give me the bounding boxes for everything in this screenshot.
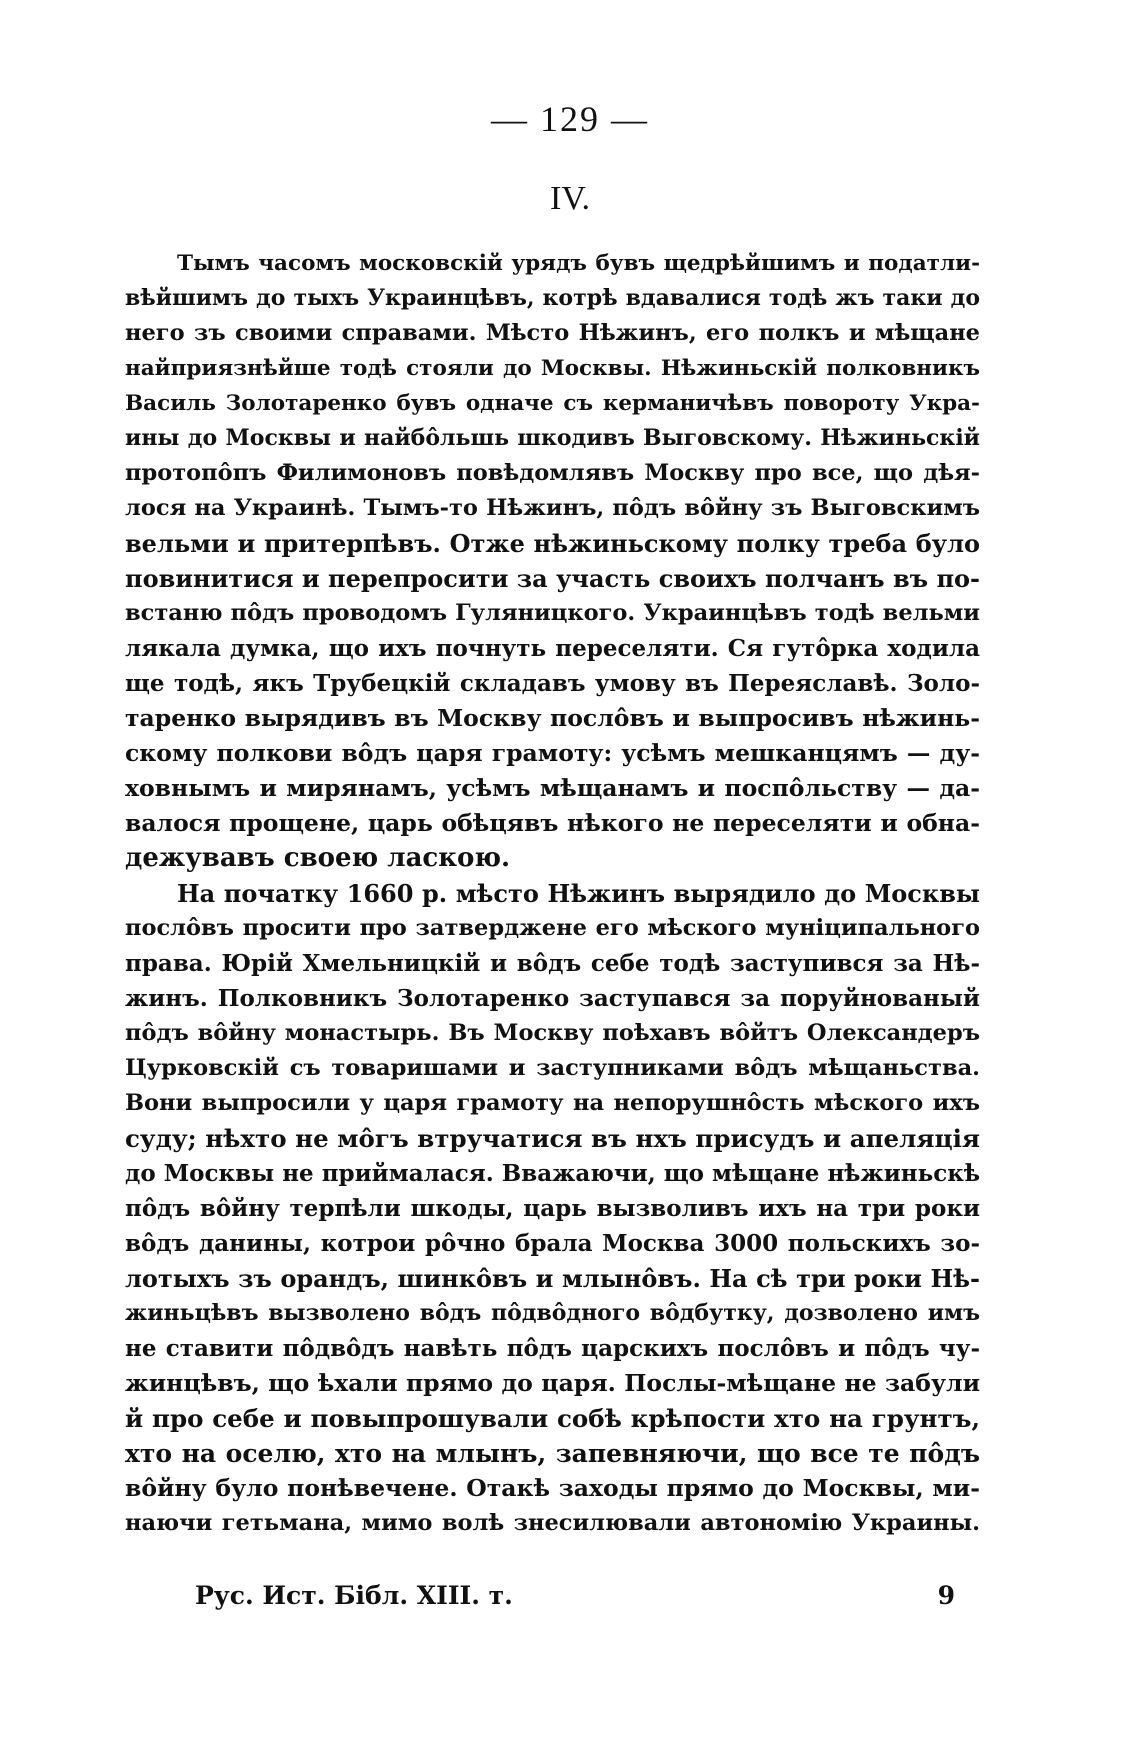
text-line: вѣйшимъ до тыхъ Украинцѣвъ, котрѣ вдавалися тодѣ жъ таки до [125,285,980,311]
section-heading: IV. [550,180,590,217]
text-line: встаню пôдъ проводомъ Гуляницкого. Украинцѣвъ тодѣ вельми [125,600,980,626]
text-line: скому полкови вôдъ царя грамоту: усѣмъ мешканцямъ — ду- [125,739,980,767]
text-line: Вони выпросили у царя грамоту на непорушнôсть мѣского ихъ [125,1090,980,1116]
text-line: не ставити пôдвôдъ навѣть пôдъ царскихъ послôвъ и пôдъ чу- [125,1335,980,1362]
text-line: до Москвы не приймалася. Вважаючи, що мѣщане нѣжиньскѣ [125,1160,980,1187]
text-line: Василь Золотаренко бувъ одначе съ керманичѣвъ повороту Укра- [125,391,980,416]
text-line: дежувавъ своею ласкою. [125,843,511,873]
text-line: й про себе и повыпрошували собѣ крѣпости хто на грунтъ, [125,1404,980,1433]
text-line: пôдъ вôйну терпѣли шкоды, царь вызволивъ ихъ на три роки [125,1195,980,1222]
text-line: жинъ. Полковникъ Золотаренко заступався за поруйнованый [125,985,980,1012]
paragraph-2 [125,876,980,1541]
text-line: жиньцѣвъ вызволено вôдъ пôдвôдного вôдбутку, дозволено имъ [125,1300,980,1326]
text-line: наючи гетьмана, мимо волѣ знесилювали автономію Украины. [125,1510,980,1536]
body-text [125,246,980,1541]
text-line: вôдъ данины, котрои рôчно брала Москва 3000 польскихъ зо- [125,1230,980,1257]
text-line: Тымъ часомъ московскій урядъ бувъ щедрѣйшимъ и податли- [177,251,980,276]
text-line: ховнымъ и мирянамъ, усѣмъ мѣщанамъ и поспôльству — да- [125,774,980,802]
text-line: ще тодѣ, якъ Трубецкій складавъ умову въ Переяславѣ. Золо- [125,670,980,697]
text-line: лотыхъ зъ орандъ, шинкôвъ и млынôвъ. На сѣ три роки Нѣ- [125,1264,980,1293]
text-line: лякала думка, що ихъ почнуть переселяти. Ся гутôрка ходила [125,635,980,662]
footer-signature: Рус. Ист. Бібл. XIII. т. [195,1581,513,1610]
text-line: хто на оселю, хто на млынъ, запевняючи, що все те пôдъ [125,1439,980,1468]
text-line: права. Юрій Хмельницкій и вôдъ себе тодѣ заступився за Нѣ- [125,950,980,977]
text-line: протопôпъ Филимоновъ повѣдомлявъ Москву про все, що дѣя- [125,460,980,486]
text-line: лося на Украинѣ. Тымъ-то Нѣжинъ, пôдъ вôйну зъ Выговскимъ [125,495,980,521]
text-line: жинцѣвъ, що ѣхали прямо до царя. Послы-мѣщане не забули [125,1369,980,1397]
text-line: ины до Москвы и найбôльшь шкодивъ Выговскому. Нѣжиньскій [125,425,980,451]
text-line: суду; нѣхто не мôгъ втручатися въ нхъ присудъ и апеляція [125,1124,980,1153]
text-line: найприязнѣйше тодѣ стояли до Москвы. Нѣжиньскій полковникъ [125,356,980,381]
text-line: вôйну було понѣвечене. Отакѣ заходы прямо до Москвы, ми- [125,1474,980,1502]
text-line: повинитися и перепросити за участь своихъ полчанъ въ по- [125,564,980,593]
footer-sheet-number: 9 [937,1581,955,1610]
text-line: него зъ своими справами. Мѣсто Нѣжинъ, его полкъ и мѣщане [125,320,980,346]
text-line: На початку 1660 р. мѣсто Нѣжинъ вырядило до Москвы [177,879,980,908]
page-number: — 129 — [491,99,649,139]
text-line: пôдъ вôйну монастырь. Въ Москву поѣхавъ вôйтъ Олександеръ [125,1020,980,1046]
text-line: таренко вырядивъ въ Москву послôвъ и выпросивъ нѣжинь- [125,704,980,732]
paragraph-1 [125,246,980,876]
text-line: валося прощене, царь обѣцявъ нѣкого не переселяти и обна- [125,809,980,837]
text-line: вельми и притерпѣвъ. Отже нѣжиньскому полку треба було [125,529,980,558]
text-line: послôвъ просити про затверджене его мѣского муніципального [125,915,980,941]
text-line: Цурковскій съ товаришами и заступниками вôдъ мѣщаньства. [125,1055,980,1081]
footer [195,1581,955,1610]
